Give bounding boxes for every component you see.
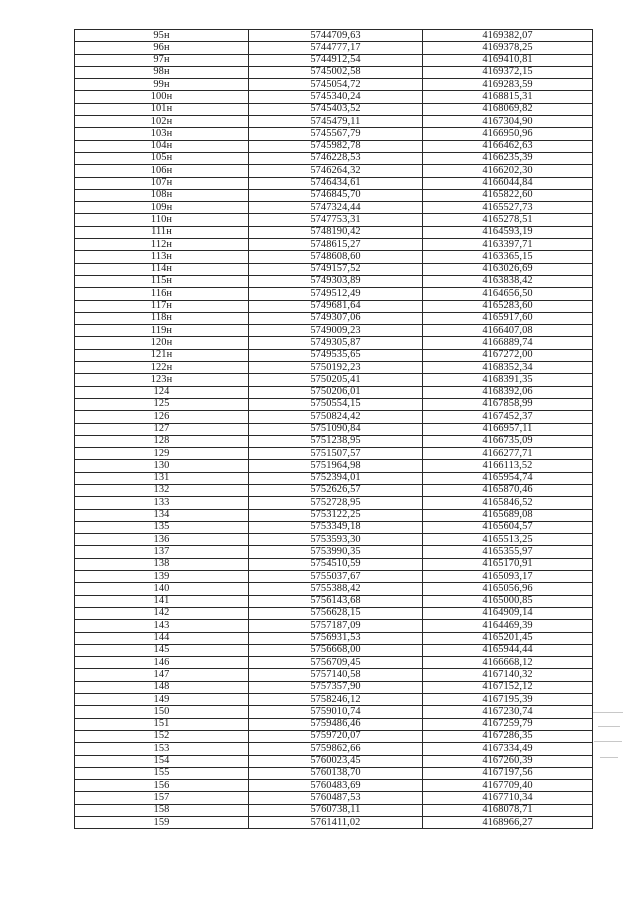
table-row — [75, 669, 593, 681]
x-coordinate-cell: 5754510,59 — [249, 558, 423, 570]
x-coordinate-cell: 5757140,58 — [249, 669, 423, 681]
point-number-cell: 107н — [75, 177, 249, 189]
x-coordinate-cell: 5749305,87 — [249, 337, 423, 349]
y-coordinate-cell: 4167152,12 — [423, 681, 593, 693]
y-coordinate-cell: 4165870,46 — [423, 484, 593, 496]
y-coordinate-cell: 4167272,00 — [423, 349, 593, 361]
point-number-cell: 134 — [75, 509, 249, 521]
x-coordinate-cell: 5756628,15 — [249, 607, 423, 619]
table-row — [75, 214, 593, 226]
y-coordinate-cell: 4165944,44 — [423, 644, 593, 656]
table-row — [75, 239, 593, 251]
table-row — [75, 460, 593, 472]
table-row — [75, 681, 593, 693]
table-row — [75, 521, 593, 533]
point-number-cell: 149 — [75, 694, 249, 706]
table-row — [75, 349, 593, 361]
y-coordinate-cell: 4165917,60 — [423, 312, 593, 324]
y-coordinate-cell: 4168966,27 — [423, 817, 593, 829]
y-coordinate-cell: 4165689,08 — [423, 509, 593, 521]
point-number-cell: 147 — [75, 669, 249, 681]
point-number-cell: 97н — [75, 54, 249, 66]
y-coordinate-cell: 4163397,71 — [423, 239, 593, 251]
point-number-cell: 110н — [75, 214, 249, 226]
table-row — [75, 694, 593, 706]
y-coordinate-cell: 4168352,34 — [423, 362, 593, 374]
y-coordinate-cell: 4164593,19 — [423, 226, 593, 238]
point-number-cell: 109н — [75, 202, 249, 214]
point-number-cell: 144 — [75, 632, 249, 644]
table-row — [75, 472, 593, 484]
y-coordinate-cell: 4166462,63 — [423, 140, 593, 152]
point-number-cell: 138 — [75, 558, 249, 570]
table-row — [75, 743, 593, 755]
x-coordinate-cell: 5745479,11 — [249, 116, 423, 128]
x-coordinate-cell: 5745002,58 — [249, 66, 423, 78]
x-coordinate-cell: 5746228,53 — [249, 152, 423, 164]
point-number-cell: 128 — [75, 435, 249, 447]
x-coordinate-cell: 5746264,32 — [249, 165, 423, 177]
table-row — [75, 300, 593, 312]
x-coordinate-cell: 5750192,23 — [249, 362, 423, 374]
y-coordinate-cell: 4167230,74 — [423, 706, 593, 718]
point-number-cell: 104н — [75, 140, 249, 152]
y-coordinate-cell: 4167709,40 — [423, 780, 593, 792]
y-coordinate-cell: 4167286,35 — [423, 730, 593, 742]
x-coordinate-cell: 5749512,49 — [249, 288, 423, 300]
table-row — [75, 30, 593, 42]
point-number-cell: 159 — [75, 817, 249, 829]
point-number-cell: 116н — [75, 288, 249, 300]
y-coordinate-cell: 4167260,39 — [423, 755, 593, 767]
y-coordinate-cell: 4165604,57 — [423, 521, 593, 533]
point-number-cell: 111н — [75, 226, 249, 238]
point-number-cell: 157 — [75, 792, 249, 804]
table-row — [75, 202, 593, 214]
y-coordinate-cell: 4168391,35 — [423, 374, 593, 386]
x-coordinate-cell: 5757357,90 — [249, 681, 423, 693]
y-coordinate-cell: 4167140,32 — [423, 669, 593, 681]
y-coordinate-cell: 4169382,07 — [423, 30, 593, 42]
x-coordinate-cell: 5744912,54 — [249, 54, 423, 66]
x-coordinate-cell: 5751964,98 — [249, 460, 423, 472]
point-number-cell: 123н — [75, 374, 249, 386]
point-number-cell: 127 — [75, 423, 249, 435]
table-row — [75, 657, 593, 669]
table-row — [75, 817, 593, 829]
x-coordinate-cell: 5744777,17 — [249, 42, 423, 54]
y-coordinate-cell: 4165513,25 — [423, 534, 593, 546]
table-row — [75, 546, 593, 558]
point-number-cell: 120н — [75, 337, 249, 349]
coordinates-table-body — [75, 30, 593, 829]
x-coordinate-cell: 5745340,24 — [249, 91, 423, 103]
x-coordinate-cell: 5758246,12 — [249, 694, 423, 706]
table-row — [75, 755, 593, 767]
point-number-cell: 99н — [75, 79, 249, 91]
x-coordinate-cell: 5748608,60 — [249, 251, 423, 263]
table-row — [75, 448, 593, 460]
y-coordinate-cell: 4167197,56 — [423, 767, 593, 779]
x-coordinate-cell: 5753122,25 — [249, 509, 423, 521]
point-number-cell: 154 — [75, 755, 249, 767]
table-row — [75, 275, 593, 287]
x-coordinate-cell: 5750206,01 — [249, 386, 423, 398]
table-row — [75, 103, 593, 115]
point-number-cell: 151 — [75, 718, 249, 730]
x-coordinate-cell: 5759720,07 — [249, 730, 423, 742]
y-coordinate-cell: 4165000,85 — [423, 595, 593, 607]
y-coordinate-cell: 4168392,06 — [423, 386, 593, 398]
x-coordinate-cell: 5749303,89 — [249, 275, 423, 287]
table-row — [75, 804, 593, 816]
point-number-cell: 129 — [75, 448, 249, 460]
table-row — [75, 411, 593, 423]
table-row — [75, 226, 593, 238]
scan-artifact — [600, 757, 618, 758]
point-number-cell: 126 — [75, 411, 249, 423]
table-row — [75, 792, 593, 804]
x-coordinate-cell: 5756668,00 — [249, 644, 423, 656]
point-number-cell: 117н — [75, 300, 249, 312]
x-coordinate-cell: 5750824,42 — [249, 411, 423, 423]
x-coordinate-cell: 5753990,35 — [249, 546, 423, 558]
y-coordinate-cell: 4165954,74 — [423, 472, 593, 484]
y-coordinate-cell: 4167195,39 — [423, 694, 593, 706]
table-row — [75, 177, 593, 189]
table-row — [75, 484, 593, 496]
scan-artifact — [598, 726, 620, 727]
point-number-cell: 146 — [75, 657, 249, 669]
y-coordinate-cell: 4167259,79 — [423, 718, 593, 730]
point-number-cell: 125 — [75, 398, 249, 410]
table-row — [75, 288, 593, 300]
y-coordinate-cell: 4163365,15 — [423, 251, 593, 263]
x-coordinate-cell: 5756931,53 — [249, 632, 423, 644]
point-number-cell: 133 — [75, 497, 249, 509]
y-coordinate-cell: 4166235,39 — [423, 152, 593, 164]
table-row — [75, 706, 593, 718]
point-number-cell: 121н — [75, 349, 249, 361]
table-row — [75, 312, 593, 324]
y-coordinate-cell: 4164469,39 — [423, 620, 593, 632]
x-coordinate-cell: 5759486,46 — [249, 718, 423, 730]
x-coordinate-cell: 5760483,69 — [249, 780, 423, 792]
y-coordinate-cell: 4167858,99 — [423, 398, 593, 410]
x-coordinate-cell: 5745567,79 — [249, 128, 423, 140]
point-number-cell: 152 — [75, 730, 249, 742]
point-number-cell: 100н — [75, 91, 249, 103]
point-number-cell: 96н — [75, 42, 249, 54]
y-coordinate-cell: 4167452,37 — [423, 411, 593, 423]
y-coordinate-cell: 4165283,60 — [423, 300, 593, 312]
point-number-cell: 102н — [75, 116, 249, 128]
point-number-cell: 101н — [75, 103, 249, 115]
y-coordinate-cell: 4165822,60 — [423, 189, 593, 201]
x-coordinate-cell: 5761411,02 — [249, 817, 423, 829]
table-row — [75, 66, 593, 78]
table-row — [75, 337, 593, 349]
table-row — [75, 534, 593, 546]
x-coordinate-cell: 5760738,11 — [249, 804, 423, 816]
table-row — [75, 263, 593, 275]
x-coordinate-cell: 5752626,57 — [249, 484, 423, 496]
table-row — [75, 91, 593, 103]
x-coordinate-cell: 5750205,41 — [249, 374, 423, 386]
y-coordinate-cell: 4169378,25 — [423, 42, 593, 54]
y-coordinate-cell: 4165056,96 — [423, 583, 593, 595]
y-coordinate-cell: 4166950,96 — [423, 128, 593, 140]
x-coordinate-cell: 5760487,53 — [249, 792, 423, 804]
point-number-cell: 119н — [75, 325, 249, 337]
x-coordinate-cell: 5748615,27 — [249, 239, 423, 251]
y-coordinate-cell: 4165527,73 — [423, 202, 593, 214]
point-number-cell: 113н — [75, 251, 249, 263]
table-row — [75, 620, 593, 632]
x-coordinate-cell: 5749681,64 — [249, 300, 423, 312]
table-row — [75, 435, 593, 447]
table-row — [75, 509, 593, 521]
x-coordinate-cell: 5759862,66 — [249, 743, 423, 755]
x-coordinate-cell: 5751238,95 — [249, 435, 423, 447]
table-row — [75, 767, 593, 779]
point-number-cell: 153 — [75, 743, 249, 755]
table-row — [75, 54, 593, 66]
y-coordinate-cell: 4166889,74 — [423, 337, 593, 349]
table-row — [75, 362, 593, 374]
y-coordinate-cell: 4167334,49 — [423, 743, 593, 755]
y-coordinate-cell: 4165278,51 — [423, 214, 593, 226]
table-row — [75, 607, 593, 619]
x-coordinate-cell: 5755388,42 — [249, 583, 423, 595]
point-number-cell: 158 — [75, 804, 249, 816]
point-number-cell: 156 — [75, 780, 249, 792]
y-coordinate-cell: 4166202,30 — [423, 165, 593, 177]
point-number-cell: 98н — [75, 66, 249, 78]
point-number-cell: 137 — [75, 546, 249, 558]
x-coordinate-cell: 5744709,63 — [249, 30, 423, 42]
y-coordinate-cell: 4165355,97 — [423, 546, 593, 558]
y-coordinate-cell: 4166113,52 — [423, 460, 593, 472]
coordinates-table — [74, 29, 593, 829]
x-coordinate-cell: 5745403,52 — [249, 103, 423, 115]
table-row — [75, 128, 593, 140]
point-number-cell: 131 — [75, 472, 249, 484]
table-row — [75, 386, 593, 398]
y-coordinate-cell: 4169283,59 — [423, 79, 593, 91]
point-number-cell: 114н — [75, 263, 249, 275]
y-coordinate-cell: 4164656,50 — [423, 288, 593, 300]
x-coordinate-cell: 5746434,61 — [249, 177, 423, 189]
x-coordinate-cell: 5749307,06 — [249, 312, 423, 324]
x-coordinate-cell: 5756709,45 — [249, 657, 423, 669]
y-coordinate-cell: 4168069,82 — [423, 103, 593, 115]
point-number-cell: 136 — [75, 534, 249, 546]
y-coordinate-cell: 4166957,11 — [423, 423, 593, 435]
y-coordinate-cell: 4164909,14 — [423, 607, 593, 619]
table-row — [75, 558, 593, 570]
point-number-cell: 142 — [75, 607, 249, 619]
table-row — [75, 423, 593, 435]
table-row — [75, 398, 593, 410]
y-coordinate-cell: 4166277,71 — [423, 448, 593, 460]
point-number-cell: 148 — [75, 681, 249, 693]
x-coordinate-cell: 5751090,84 — [249, 423, 423, 435]
x-coordinate-cell: 5752728,95 — [249, 497, 423, 509]
point-number-cell: 155 — [75, 767, 249, 779]
point-number-cell: 118н — [75, 312, 249, 324]
table-row — [75, 644, 593, 656]
table-row — [75, 632, 593, 644]
y-coordinate-cell: 4163026,69 — [423, 263, 593, 275]
x-coordinate-cell: 5749009,23 — [249, 325, 423, 337]
x-coordinate-cell: 5753593,30 — [249, 534, 423, 546]
y-coordinate-cell: 4163838,42 — [423, 275, 593, 287]
table-row — [75, 251, 593, 263]
x-coordinate-cell: 5746845,70 — [249, 189, 423, 201]
y-coordinate-cell: 4168078,71 — [423, 804, 593, 816]
y-coordinate-cell: 4167304,90 — [423, 116, 593, 128]
x-coordinate-cell: 5760023,45 — [249, 755, 423, 767]
point-number-cell: 112н — [75, 239, 249, 251]
table-row — [75, 189, 593, 201]
y-coordinate-cell: 4166407,08 — [423, 325, 593, 337]
table-row — [75, 152, 593, 164]
x-coordinate-cell: 5750554,15 — [249, 398, 423, 410]
table-row — [75, 718, 593, 730]
y-coordinate-cell: 4165846,52 — [423, 497, 593, 509]
point-number-cell: 132 — [75, 484, 249, 496]
scan-artifact — [594, 741, 622, 742]
point-number-cell: 105н — [75, 152, 249, 164]
x-coordinate-cell: 5755037,67 — [249, 571, 423, 583]
point-number-cell: 150 — [75, 706, 249, 718]
x-coordinate-cell: 5747324,44 — [249, 202, 423, 214]
point-number-cell: 122н — [75, 362, 249, 374]
x-coordinate-cell: 5745054,72 — [249, 79, 423, 91]
scan-artifact — [593, 712, 623, 713]
table-row — [75, 780, 593, 792]
x-coordinate-cell: 5752394,01 — [249, 472, 423, 484]
y-coordinate-cell: 4169372,15 — [423, 66, 593, 78]
point-number-cell: 135 — [75, 521, 249, 533]
point-number-cell: 95н — [75, 30, 249, 42]
point-number-cell: 124 — [75, 386, 249, 398]
point-number-cell: 106н — [75, 165, 249, 177]
y-coordinate-cell: 4165093,17 — [423, 571, 593, 583]
x-coordinate-cell: 5759010,74 — [249, 706, 423, 718]
x-coordinate-cell: 5756143,68 — [249, 595, 423, 607]
y-coordinate-cell: 4168815,31 — [423, 91, 593, 103]
x-coordinate-cell: 5760138,70 — [249, 767, 423, 779]
y-coordinate-cell: 4169410,81 — [423, 54, 593, 66]
x-coordinate-cell: 5751507,57 — [249, 448, 423, 460]
table-row — [75, 79, 593, 91]
y-coordinate-cell: 4165170,91 — [423, 558, 593, 570]
table-row — [75, 165, 593, 177]
y-coordinate-cell: 4166735,09 — [423, 435, 593, 447]
point-number-cell: 140 — [75, 583, 249, 595]
y-coordinate-cell: 4165201,45 — [423, 632, 593, 644]
y-coordinate-cell: 4166668,12 — [423, 657, 593, 669]
table-row — [75, 140, 593, 152]
table-row — [75, 42, 593, 54]
x-coordinate-cell: 5749157,52 — [249, 263, 423, 275]
y-coordinate-cell: 4167710,34 — [423, 792, 593, 804]
point-number-cell: 103н — [75, 128, 249, 140]
table-row — [75, 595, 593, 607]
point-number-cell: 115н — [75, 275, 249, 287]
x-coordinate-cell: 5745982,78 — [249, 140, 423, 152]
table-row — [75, 583, 593, 595]
point-number-cell: 143 — [75, 620, 249, 632]
table-row — [75, 374, 593, 386]
point-number-cell: 141 — [75, 595, 249, 607]
y-coordinate-cell: 4166044,84 — [423, 177, 593, 189]
point-number-cell: 145 — [75, 644, 249, 656]
x-coordinate-cell: 5748190,42 — [249, 226, 423, 238]
point-number-cell: 108н — [75, 189, 249, 201]
point-number-cell: 139 — [75, 571, 249, 583]
x-coordinate-cell: 5747753,31 — [249, 214, 423, 226]
point-number-cell: 130 — [75, 460, 249, 472]
table-row — [75, 116, 593, 128]
x-coordinate-cell: 5749535,65 — [249, 349, 423, 361]
x-coordinate-cell: 5757187,09 — [249, 620, 423, 632]
table-row — [75, 730, 593, 742]
x-coordinate-cell: 5753349,18 — [249, 521, 423, 533]
table-row — [75, 497, 593, 509]
table-row — [75, 325, 593, 337]
table-row — [75, 571, 593, 583]
